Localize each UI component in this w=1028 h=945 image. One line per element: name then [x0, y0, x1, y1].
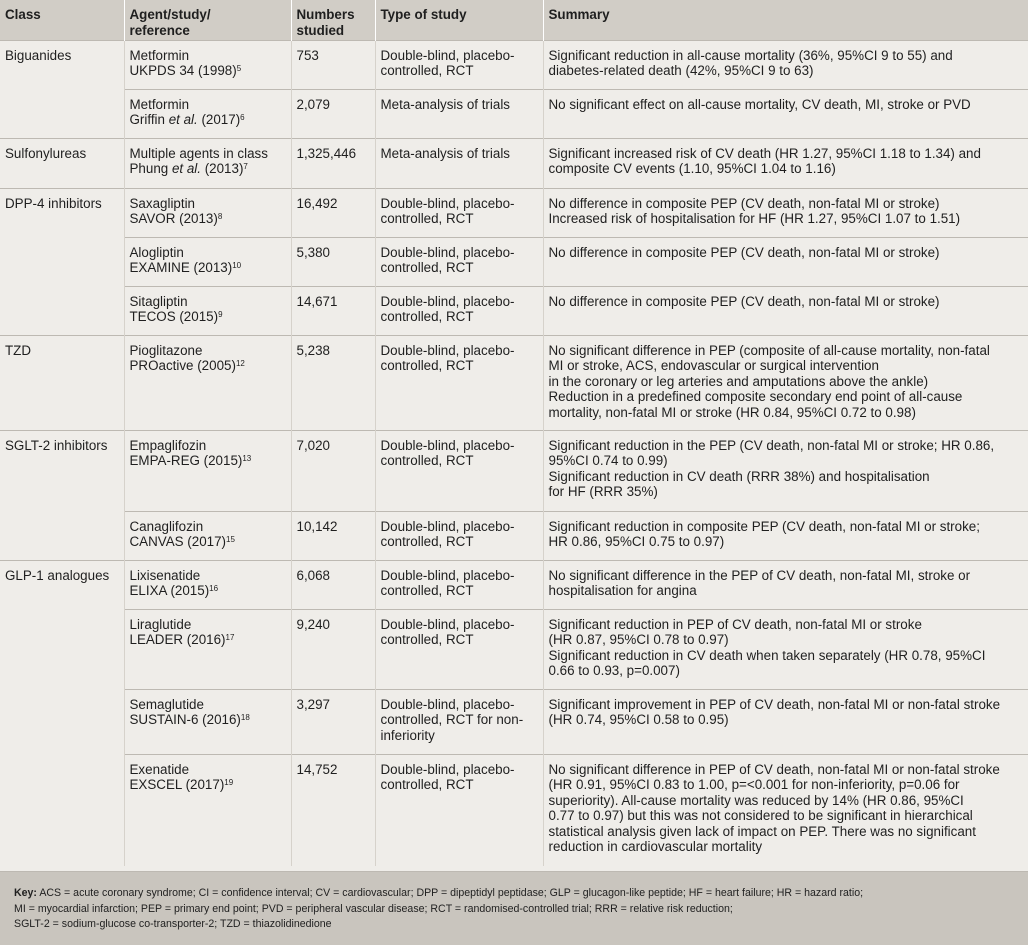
- cell-numbers: 3,297: [291, 689, 375, 754]
- table-row: [0, 560, 1028, 609]
- agent-name: Metformin: [129, 96, 190, 112]
- header-class: Class: [0, 0, 124, 40]
- reference-number: 10: [232, 261, 242, 271]
- cell-numbers: 6,068: [291, 560, 375, 609]
- cell-class: [0, 511, 124, 560]
- reference-number: 8: [217, 212, 223, 222]
- cell-agent: [124, 237, 291, 286]
- cell-summary: No significant difference in PEP (composite of all-cause mortality, non-fatal MI or stroke, ACS, endovascular or surgical intervention in the coronary or leg arteries and amputations above the ankle) Reduction in a predefined composite secondary end point of all-cause mortality, non-fatal MI or stroke (HR 0.84, 95%CI 0.72 to 0.98): [543, 335, 1028, 430]
- cell-numbers: 7,020: [291, 430, 375, 511]
- cell-type: Double-blind, placebo- controlled, RCT: [375, 609, 543, 689]
- study-reference: LEADER $(2016)^{17}$: [129, 632, 235, 648]
- table-row: [0, 237, 1028, 286]
- study-reference: Griffin et al. $(2017)^6$: [129, 112, 245, 128]
- study-reference: EXSCEL $(2017)^{19}$: [129, 777, 234, 793]
- cell-numbers: 5,380: [291, 237, 375, 286]
- cell-numbers: 16,492: [291, 188, 375, 237]
- key-line-2: MI = myocardial infarction; PEP = primary end point; PVD = peripheral vascular disease; RCT = randomised-controlled trial; RRR = relative risk reduction;: [14, 902, 733, 915]
- agent-name: Pioglitazone: [129, 342, 203, 358]
- agent-name: Liraglutide: [129, 616, 192, 632]
- cell-class: [0, 754, 124, 866]
- cell-numbers: 9,240: [291, 609, 375, 689]
- study-reference: EMPA-REG $(2015)^{13}$: [129, 453, 252, 469]
- cell-type: Meta-analysis of trials: [375, 138, 543, 188]
- agent-name: Metformin: [129, 47, 190, 63]
- cell-summary: Significant improvement in PEP of CV death, non-fatal MI or non-fatal stroke (HR 0.74, 95%CI 0.58 to 0.95): [543, 689, 1028, 754]
- cell-class: [0, 286, 124, 335]
- cell-summary: No significant difference in PEP of CV death, non-fatal MI or non-fatal stroke (HR 0.91, 95%CI 0.83 to 1.00, p=<0.001 for non-inferiority, p=0.06 for superiority). All-cause mortality was reduced by 14% (HR 0.86, 95%CI 0.77 to 0.97) but this was not considered to be significant in hierarchical statistical analysis given lack of impact on PEP. There was no significant reduction in cardiovascular mortality: [543, 754, 1028, 866]
- agent-name: Saxagliptin: [129, 195, 196, 211]
- reference-number: 6: [240, 113, 245, 123]
- table-row: [0, 286, 1028, 335]
- table-row: [0, 689, 1028, 754]
- table-row: [0, 511, 1028, 560]
- agent-name: Sitagliptin: [129, 293, 188, 309]
- cell-agent: [124, 40, 291, 89]
- cell-agent: [124, 511, 291, 560]
- cell-numbers: 14,671: [291, 286, 375, 335]
- cell-class: SGLT-2 inhibitors: [0, 430, 124, 511]
- reference-number: 12: [235, 359, 245, 369]
- cell-agent: [124, 188, 291, 237]
- cell-type: Double-blind, placebo- controlled, RCT: [375, 430, 543, 511]
- reference-number: 7: [243, 162, 248, 172]
- header-agent: Agent/study/ reference: [124, 0, 291, 40]
- header-summary: Summary: [543, 0, 1028, 40]
- cell-type: Double-blind, placebo- controlled, RCT: [375, 40, 543, 89]
- study-reference: PROactive $(2005)^{12}$: [129, 358, 245, 374]
- study-reference: ELIXA $(2015)^{16}$: [129, 583, 219, 599]
- cell-summary: Significant increased risk of CV death (HR 1.27, 95%CI 1.18 to 1.34) and composite CV events (1.10, 95%CI 1.04 to 1.16): [543, 138, 1028, 188]
- cell-type: Double-blind, placebo- controlled, RCT: [375, 286, 543, 335]
- cell-agent: [124, 138, 291, 188]
- table-row: [0, 335, 1028, 430]
- cell-class: [0, 609, 124, 689]
- cell-type: Double-blind, placebo- controlled, RCT: [375, 237, 543, 286]
- cell-agent: [124, 335, 291, 430]
- agent-name: Exenatide: [129, 761, 190, 777]
- table-row: [0, 40, 1028, 89]
- cell-agent: [124, 430, 291, 511]
- study-reference: SUSTAIN-6 $(2016)^{18}$: [129, 712, 250, 728]
- cell-summary: Significant reduction in composite PEP (CV death, non-fatal MI or stroke; HR 0.86, 95%CI 0.75 to 0.97): [543, 511, 1028, 560]
- study-reference: UKPDS 34 $(1998)^5$: [129, 63, 242, 79]
- header-numbers: Numbers studied: [291, 0, 375, 40]
- cell-summary: Significant reduction in PEP of CV death, non-fatal MI or stroke (HR 0.87, 95%CI 0.78 to 0.97) Significant reduction in CV death when taken separately (HR 0.78, 95%CI 0.66 to 0.93, p=0.007): [543, 609, 1028, 689]
- cell-class: [0, 237, 124, 286]
- cell-summary: No difference in composite PEP (CV death, non-fatal MI or stroke): [543, 237, 1028, 286]
- study-reference: SAVOR $(2013)^8$: [129, 211, 223, 227]
- cell-numbers: 10,142: [291, 511, 375, 560]
- cell-summary: No difference in composite PEP (CV death, non-fatal MI or stroke): [543, 286, 1028, 335]
- cell-type: Double-blind, placebo- controlled, RCT: [375, 188, 543, 237]
- cell-numbers: 5,238: [291, 335, 375, 430]
- header-row: [0, 0, 1028, 40]
- cell-class: [0, 89, 124, 138]
- agent-name: Alogliptin: [129, 244, 184, 260]
- table-row: [0, 89, 1028, 138]
- agent-name: Multiple agents in class: [129, 145, 268, 161]
- cell-numbers: 1,325,446: [291, 138, 375, 188]
- cell-class: [0, 689, 124, 754]
- cell-agent: [124, 286, 291, 335]
- study-reference: TECOS $(2015)^9$: [129, 309, 223, 325]
- cell-agent: [124, 609, 291, 689]
- cell-agent: [124, 89, 291, 138]
- cell-summary: No significant effect on all-cause mortality, CV death, MI, stroke or PVD: [543, 89, 1028, 138]
- reference-number: 5: [236, 64, 242, 74]
- cell-class: GLP-1 analogues: [0, 560, 124, 609]
- reference-number: 16: [209, 584, 219, 594]
- cell-numbers: 753: [291, 40, 375, 89]
- agent-name: Lixisenatide: [129, 567, 201, 583]
- table-key: [0, 871, 1028, 945]
- cell-summary: No significant difference in the PEP of CV death, non-fatal MI, stroke or hospitalisation for angina: [543, 560, 1028, 609]
- cell-summary: No difference in composite PEP (CV death, non-fatal MI or stroke) Increased risk of hospitalisation for HF (HR 1.27, 95%CI 1.07 to 1.51): [543, 188, 1028, 237]
- cell-agent: [124, 689, 291, 754]
- reference-number: 13: [242, 454, 252, 464]
- cell-type: Double-blind, placebo- controlled, RCT: [375, 560, 543, 609]
- cell-type: Meta-analysis of trials: [375, 89, 543, 138]
- cell-type: Double-blind, placebo- controlled, RCT: [375, 511, 543, 560]
- study-reference: Phung et al. $(2013)^7$: [129, 161, 248, 177]
- cell-type: Double-blind, placebo- controlled, RCT for non- inferiority: [375, 689, 543, 754]
- cell-type: Double-blind, placebo- controlled, RCT: [375, 754, 543, 866]
- cell-summary: Significant reduction in the PEP (CV death, non-fatal MI or stroke; HR 0.86, 95%CI 0.74 to 0.99) Significant reduction in CV death (RRR 38%) and hospitalisation for HF (RRR 35%): [543, 430, 1028, 511]
- reference-number: 9: [218, 310, 223, 320]
- agent-name: Semaglutide: [129, 696, 204, 712]
- study-reference: CANVAS $(2017)^{15}$: [129, 534, 235, 550]
- cell-class: DPP-4 inhibitors: [0, 188, 124, 237]
- cell-type: Double-blind, placebo- controlled, RCT: [375, 335, 543, 430]
- key-line-3: SGLT-2 = sodium-glucose co-transporter-2; TZD = thiazolidinedione: [14, 918, 332, 931]
- table-row: [0, 754, 1028, 866]
- cell-agent: [124, 754, 291, 866]
- reference-number: 15: [226, 535, 235, 545]
- table-row: [0, 430, 1028, 511]
- cell-class: Biguanides: [0, 40, 124, 89]
- reference-number: 19: [224, 778, 234, 788]
- key-line-1: Key: ACS = acute coronary syndrome; CI = confidence interval; CV = cardiovascular; DPP = dipeptidyl peptidase; GLP = glucagon-like peptide; HF = heart failure; HR = hazard ratio;: [14, 887, 864, 899]
- study-reference: EXAMINE $(2013)^{10}$: [129, 260, 242, 276]
- reference-number: 18: [240, 713, 250, 723]
- table-row: [0, 188, 1028, 237]
- agent-name: Empaglifozin: [129, 437, 207, 453]
- table-row: [0, 138, 1028, 188]
- reference-number: 17: [225, 633, 235, 643]
- cell-summary: Significant reduction in all-cause mortality (36%, 95%CI 9 to 55) and diabetes-related death (42%, 95%CI 9 to 63): [543, 40, 1028, 89]
- header-type: Type of study: [375, 0, 543, 40]
- cell-numbers: 14,752: [291, 754, 375, 866]
- cell-class: TZD: [0, 335, 124, 430]
- table-body: [0, 40, 1028, 866]
- cell-class: Sulfonylureas: [0, 138, 124, 188]
- cell-agent: [124, 560, 291, 609]
- cell-numbers: 2,079: [291, 89, 375, 138]
- agent-name: Canaglifozin: [129, 518, 204, 534]
- table-row: [0, 609, 1028, 689]
